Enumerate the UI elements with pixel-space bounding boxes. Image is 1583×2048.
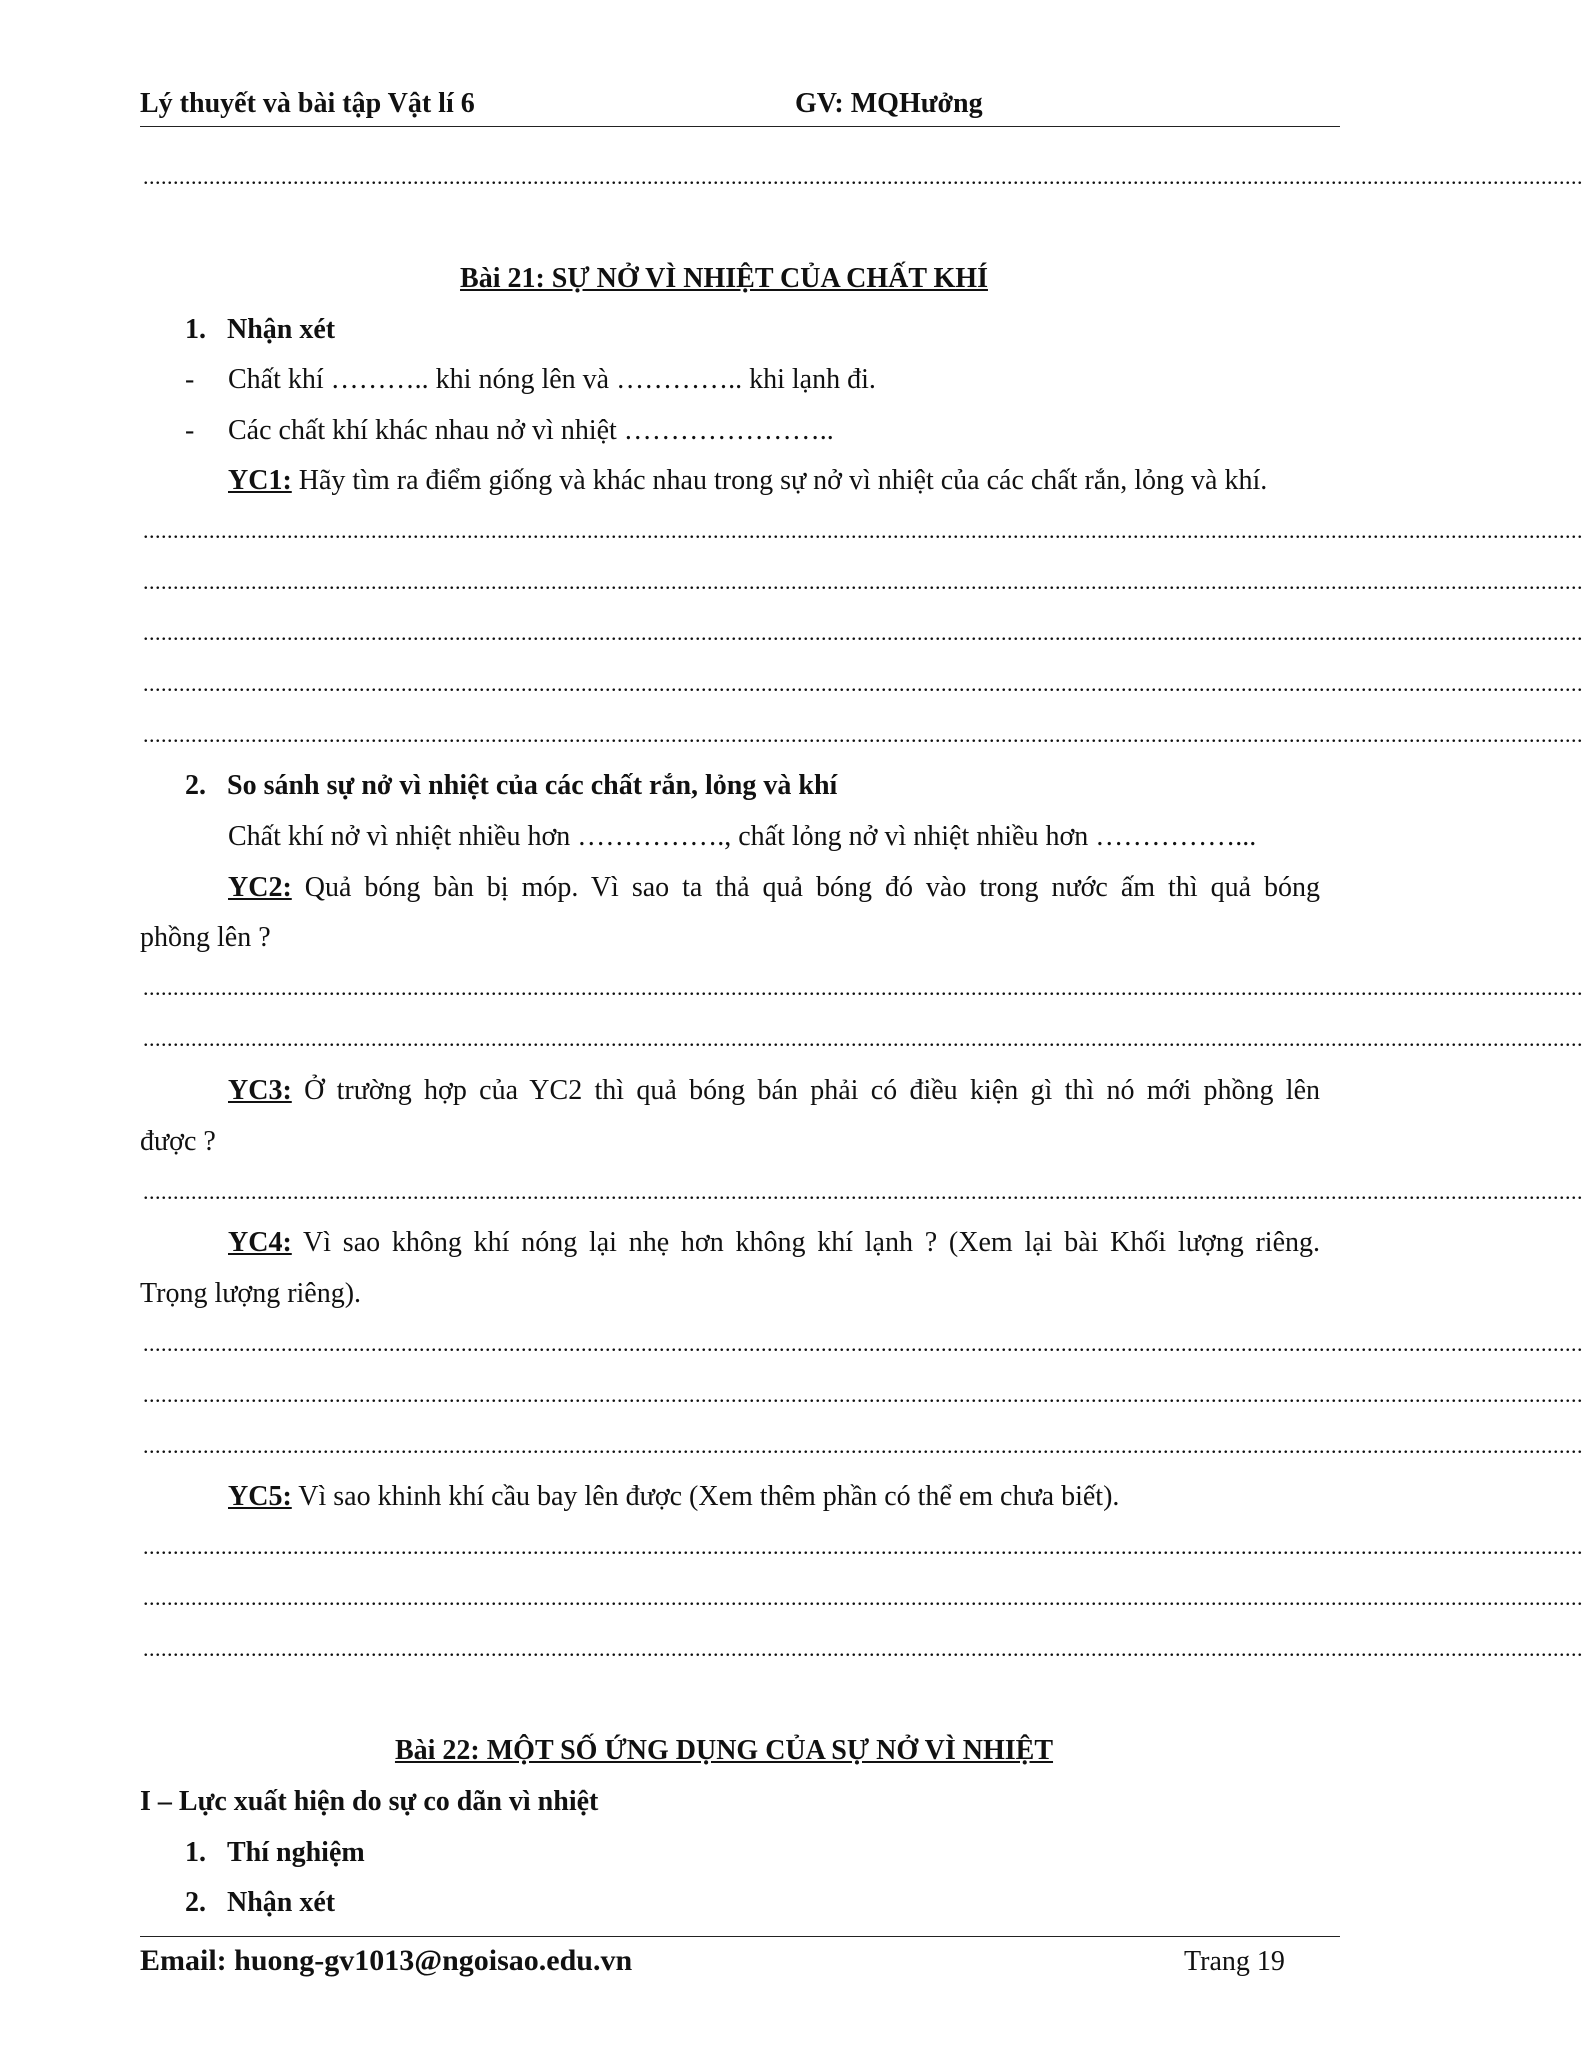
answer-line: ................................................................................................................................................................................................................................................ — [143, 1179, 1583, 1204]
page-number: Trang 19 — [1184, 1946, 1285, 1977]
answer-line: ................................................................................................................................................................................................................................................ — [143, 164, 1583, 189]
yc2-text: Quả bóng bàn bị móp. Vì sao ta thả quả bóng đó vào trong nước ấm thì quả bóng — [304, 872, 1321, 903]
yc3-text: Ở trường hợp của YC2 thì quả bóng bán phải có điều kiện gì thì nó mới phồng lên — [304, 1075, 1321, 1106]
answer-line: ................................................................................................................................................................................................................................................ — [143, 620, 1583, 645]
bullet-1-text: Chất khí ……….. khi nóng lên và ………….. khi lạnh đi. — [228, 364, 876, 395]
yc1-label: YC1: — [228, 465, 292, 496]
item-1-number: 1. — [185, 1837, 206, 1868]
answer-line: ................................................................................................................................................................................................................................................ — [143, 1382, 1583, 1407]
yc5-question — [228, 1481, 1119, 1513]
section-1-number: 1. — [185, 314, 206, 345]
section-1-title: Nhận xét — [227, 314, 336, 345]
yc4-question-line-2: Trọng lượng riêng). — [140, 1278, 362, 1309]
answer-line: ................................................................................................................................................................................................................................................ — [143, 1585, 1583, 1610]
answer-line: ................................................................................................................................................................................................................................................ — [143, 518, 1583, 543]
yc5-text: Vì sao khinh khí cầu bay lên được (Xem thêm phần có thể em chưa biết). — [298, 1481, 1120, 1512]
part-i-heading: I – Lực xuất hiện do sự co dãn vì nhiệt — [140, 1786, 599, 1817]
bullet-dash: - — [185, 364, 195, 395]
yc2-question-line-2: phồng lên ? — [140, 922, 271, 953]
item-2-heading — [185, 1887, 335, 1919]
answer-line: ................................................................................................................................................................................................................................................ — [143, 975, 1583, 1000]
answer-line: ................................................................................................................................................................................................................................................ — [143, 722, 1583, 747]
header-teacher: GV: MQHưởng — [795, 88, 983, 119]
yc3-label: YC3: — [228, 1075, 292, 1106]
item-2-title: Nhận xét — [227, 1887, 336, 1918]
item-1-heading — [185, 1837, 365, 1869]
yc3-question-line-2: được ? — [140, 1126, 216, 1157]
section-2-heading — [185, 770, 837, 802]
yc2-label: YC2: — [228, 872, 292, 903]
section-2-number: 2. — [185, 770, 206, 801]
answer-line: ................................................................................................................................................................................................................................................ — [143, 569, 1583, 594]
lesson-21-title: Bài 21: SỰ NỞ VÌ NHIỆT CỦA CHẤT KHÍ — [460, 263, 988, 294]
answer-line: ................................................................................................................................................................................................................................................ — [143, 1534, 1583, 1559]
yc4-label: YC4: — [228, 1227, 292, 1258]
answer-line: ................................................................................................................................................................................................................................................ — [143, 1636, 1583, 1661]
footer-rule — [140, 1936, 1340, 1937]
yc5-label: YC5: — [228, 1481, 292, 1512]
answer-line: ................................................................................................................................................................................................................................................ — [143, 671, 1583, 696]
section-2-title: So sánh sự nở vì nhiệt của các chất rắn, lỏng và khí — [227, 770, 838, 801]
answer-line: ................................................................................................................................................................................................................................................ — [143, 1433, 1583, 1458]
yc1-text: Hãy tìm ra điểm giống và khác nhau trong sự nở vì nhiệt của các chất rắn, lỏng và khí. — [298, 465, 1268, 496]
yc4-question-line-1 — [228, 1227, 1320, 1259]
footer-email: Email: huong-gv1013@ngoisao.edu.vn — [140, 1944, 633, 1977]
yc3-question-line-1 — [228, 1075, 1320, 1107]
yc2-question-line-1 — [228, 872, 1320, 904]
compare-statement: Chất khí nở vì nhiệt nhiều hơn ……………., chất lỏng nở vì nhiệt nhiều hơn ……………... — [228, 821, 1257, 852]
bullet-dash: - — [185, 415, 195, 446]
item-1-title: Thí nghiệm — [227, 1837, 365, 1868]
header-rule — [140, 126, 1340, 127]
yc1-question — [228, 465, 1267, 497]
answer-line: ................................................................................................................................................................................................................................................ — [143, 1026, 1583, 1051]
section-1-heading — [185, 314, 335, 346]
header-subject: Lý thuyết và bài tập Vật lí 6 — [140, 88, 475, 119]
bullet-2-text: Các chất khí khác nhau nở vì nhiệt ………………….. — [228, 415, 834, 446]
yc4-text: Vì sao không khí nóng lại nhẹ hơn không khí lạnh ? (Xem lại bài Khối lượng riêng. — [303, 1227, 1320, 1258]
lesson-22-title: Bài 22: MỘT SỐ ỨNG DỤNG CỦA SỰ NỞ VÌ NHIỆT — [394, 1735, 1054, 1766]
answer-line: ................................................................................................................................................................................................................................................ — [143, 1331, 1583, 1356]
page-header — [140, 88, 1340, 128]
item-2-number: 2. — [185, 1887, 206, 1918]
